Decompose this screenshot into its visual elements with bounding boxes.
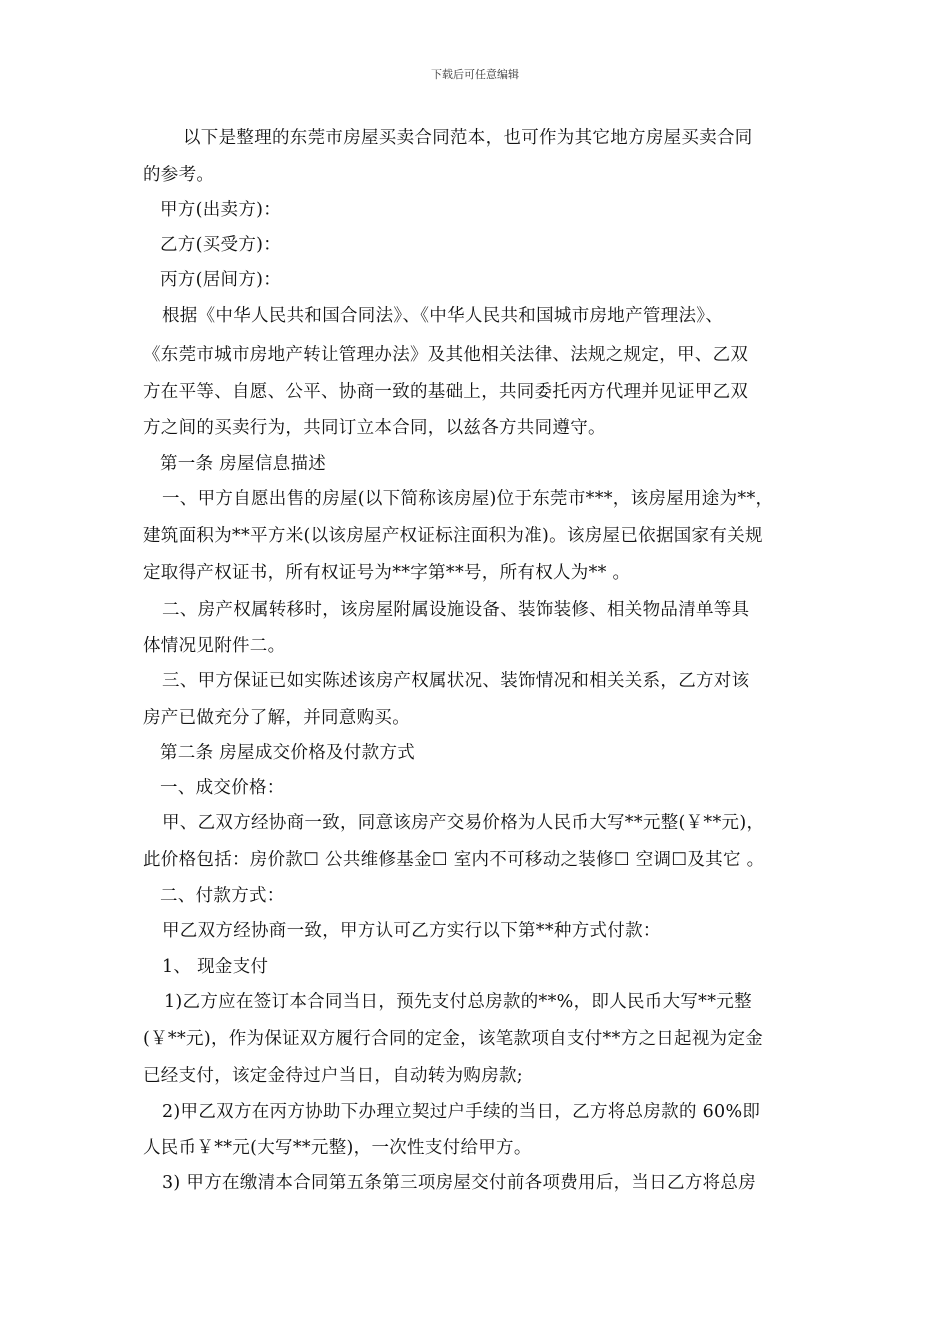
text-line: 一、成交价格： (160, 778, 285, 798)
text-line: 甲、乙双方经协商一致，同意该房产交易价格为人民币大写**元整(￥**元)， (162, 813, 765, 833)
text-line: 甲方(出卖方)： (160, 200, 282, 220)
text-line: (￥**元)，作为保证双方履行合同的定金，该笔款项自支付**方之日起视为定金 (143, 1029, 764, 1049)
text-line: 一、甲方自愿出售的房屋(以下简称该房屋)位于东莞市***，该房屋用途为**， (162, 489, 774, 509)
text-line: 1、 现金支付 (162, 957, 269, 977)
text-line: 人民币￥**元(大写**元整)，一次性支付给甲方。 (143, 1138, 532, 1158)
text-line: 根据《中华人民共和国合同法》、《中华人民共和国城市房地产管理法》、 (162, 306, 724, 326)
text-line: 1)乙方应在签订本合同当日，预先支付总房款的**%，即人民币大写**元整 (164, 992, 752, 1012)
text-line: 乙方(买受方)： (160, 235, 282, 255)
text-line: 体情况见附件二。 (143, 636, 286, 656)
text-line: 3) 甲方在缴清本合同第五条第三项房屋交付前各项费用后，当日乙方将总房 (162, 1173, 757, 1193)
section-heading: 第一条 房屋信息描述 (160, 454, 327, 474)
page-header-note: 下载后可任意编辑 (431, 68, 519, 81)
section-heading: 第二条 房屋成交价格及付款方式 (160, 743, 416, 763)
text-line: 的参考。 (143, 165, 215, 185)
text-line: 定取得产权证书，所有权证号为**字第**号，所有权人为** 。 (143, 563, 631, 583)
text-line: 房产已做充分了解，并同意购买。 (143, 708, 410, 728)
text-line: 甲乙双方经协商一致，甲方认可乙方实行以下第**种方式付款： (162, 921, 661, 941)
text-line: 《东莞市城市房地产转让管理办法》及其他相关法律、法规之规定，甲、乙双 (143, 345, 749, 365)
text-line: 2)甲乙双方在丙方协助下办理立契过户手续的当日，乙方将总房款的 60%即 (162, 1102, 761, 1122)
text-line: 方在平等、自愿、公平、协商一致的基础上，共同委托丙方代理并见证甲乙双 (143, 382, 749, 402)
text-line: 三、甲方保证已如实陈述该房产权属状况、装饰情况和相关关系，乙方对该 (162, 671, 750, 691)
text-line: 此价格包括：房价款☐ 公共维修基金☐ 室内不可移动之装修☐ 空调☐及其它 。 (143, 850, 765, 870)
text-line: 建筑面积为**平方米(以该房屋产权证标注面积为准)。该房屋已依据国家有关规 (143, 526, 763, 546)
text-line: 以下是整理的东莞市房屋买卖合同范本，也可作为其它地方房屋买卖合同 (183, 128, 753, 148)
text-line: 丙方(居间方)： (160, 270, 282, 290)
text-line: 二、付款方式： (160, 886, 285, 906)
text-line: 二、房产权属转移时，该房屋附属设施设备、装饰装修、相关物品清单等具 (162, 600, 750, 620)
text-line: 方之间的买卖行为，共同订立本合同，以兹各方共同遵守。 (143, 418, 606, 438)
text-line: 已经支付，该定金待过户当日，自动转为购房款; (143, 1066, 523, 1086)
